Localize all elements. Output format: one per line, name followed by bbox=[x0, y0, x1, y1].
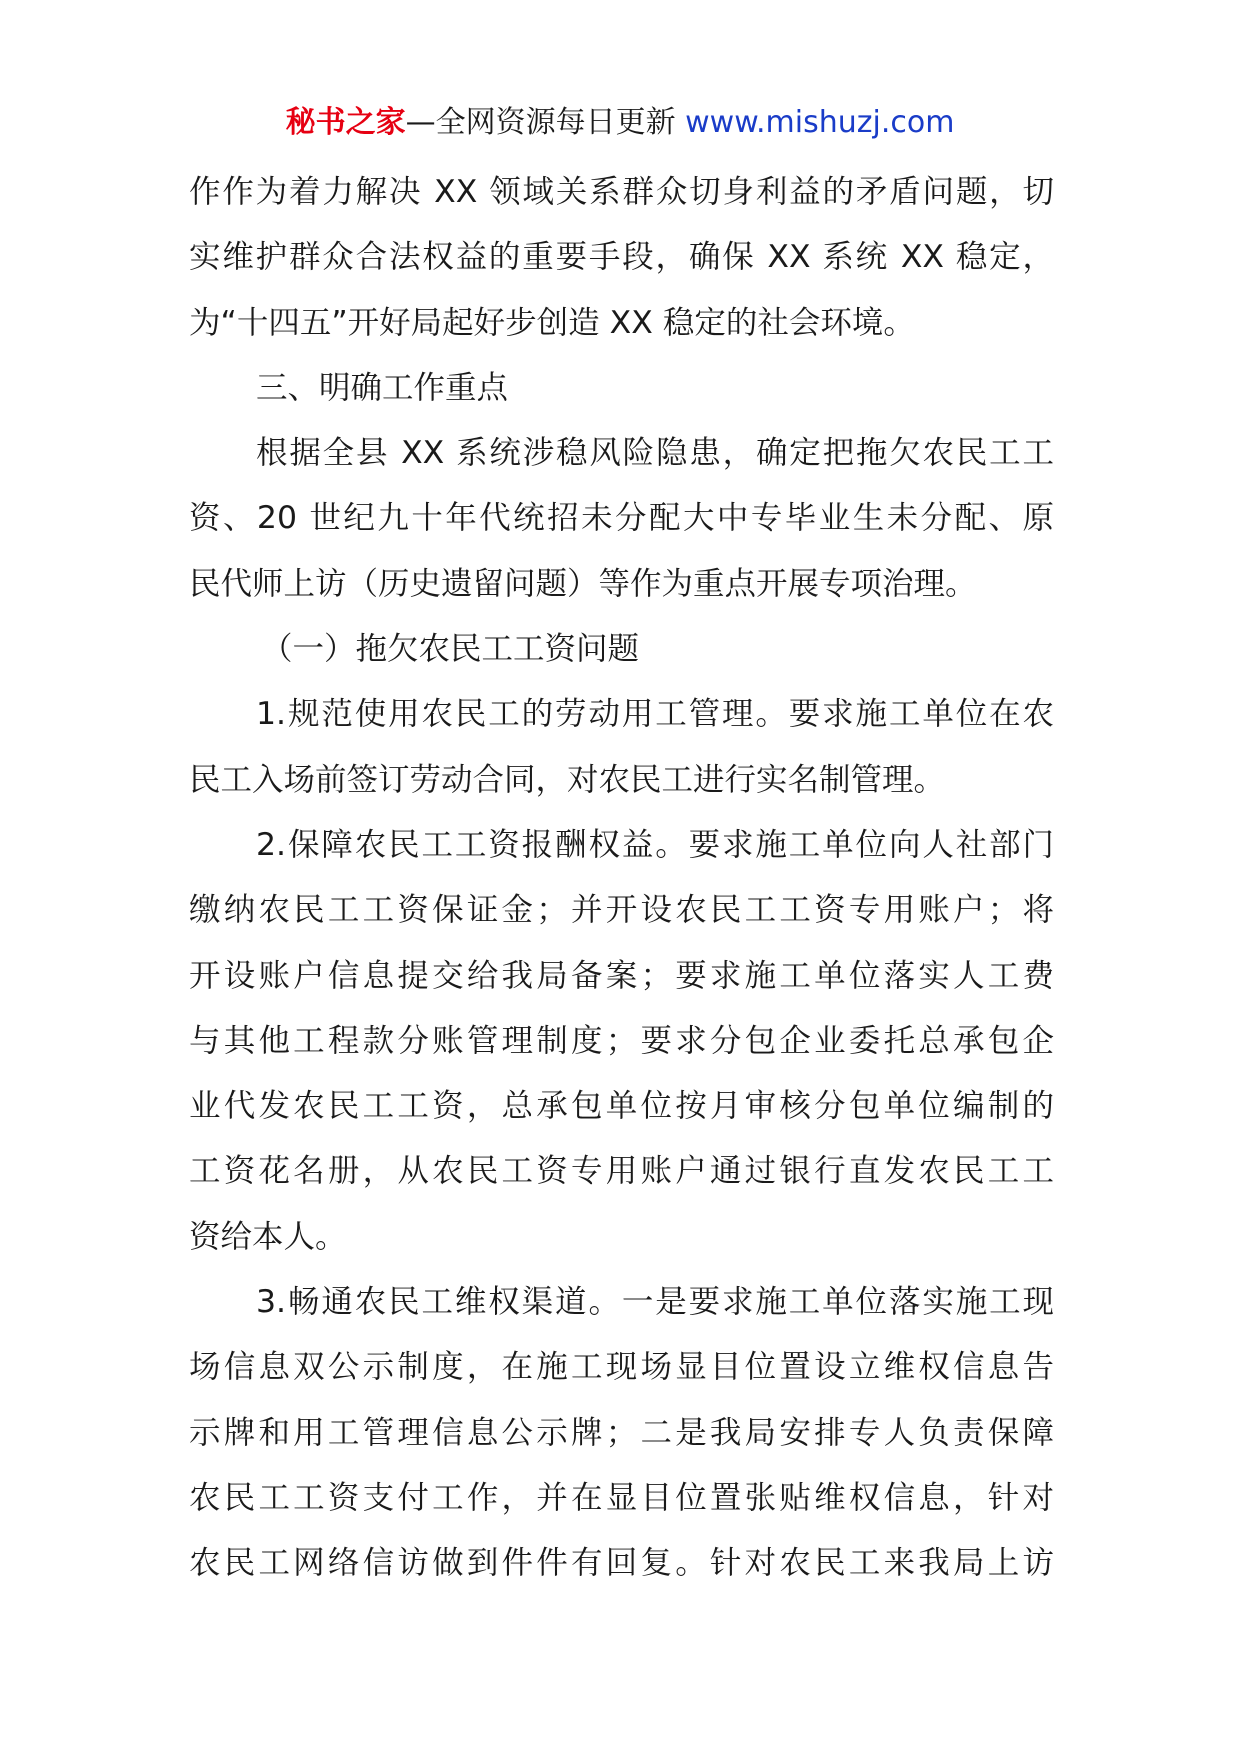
text-line: 实维护群众合法权益的重要手段，确保 XX 系统 XX 稳定， bbox=[189, 239, 1054, 276]
text-line: 示牌和用工管理信息公示牌；二是我局安排专人负责保障 bbox=[189, 1414, 1054, 1451]
text-line: 作作为着力解决 XX 领域关系群众切身利益的矛盾问题，切 bbox=[189, 174, 1054, 210]
text-line: 场信息双公示制度，在施工现场显目位置设立维权信息告 bbox=[189, 1349, 1054, 1386]
text-line: 资给本人。 bbox=[189, 1218, 347, 1255]
text-line: 1.规范使用农民工的劳动用工管理。要求施工单位在农 bbox=[256, 696, 1054, 733]
text-line: 缴纳农民工工资保证金；并开设农民工工资专用账户；将 bbox=[189, 892, 1054, 929]
text-line: 资、20 世纪九十年代统招未分配大中专毕业生未分配、原 bbox=[189, 500, 1054, 537]
text-line: 民代师上访（历史遗留问题）等作为重点开展专项治理。 bbox=[189, 565, 977, 602]
text-line: 农民工网络信访做到件件有回复。针对农民工来我局上访 bbox=[189, 1545, 1054, 1582]
site-slogan: —全网资源每日更新 bbox=[405, 105, 686, 140]
text-line: 根据全县 XX 系统涉稳风险隐患，确定把拖欠农民工工 bbox=[256, 435, 1054, 472]
text-line: 2.保障农民工工资报酬权益。要求施工单位向人社部门 bbox=[256, 826, 1054, 863]
site-brand: 秘书之家 bbox=[285, 105, 406, 140]
text-line: 工资花名册，从农民工资专用账户通过银行直发农民工工 bbox=[189, 1153, 1054, 1190]
document-body bbox=[189, 160, 1054, 1597]
text-line: 与其他工程款分账管理制度；要求分包企业委托总承包企 bbox=[189, 1022, 1054, 1059]
text-line: 业代发农民工工资，总承包单位按月审核分包单位编制的 bbox=[189, 1088, 1054, 1125]
text-line: 3.畅通农民工维权渠道。一是要求施工单位落实施工现 bbox=[256, 1284, 1054, 1321]
subsection-heading: （一）拖欠农民工工资问题 bbox=[261, 631, 640, 668]
site-header bbox=[0, 100, 1240, 146]
text-line: 民工入场前签订劳动合同，对农民工进行实名制管理。 bbox=[189, 761, 946, 798]
site-url[interactable]: www.mishuzj.com bbox=[685, 105, 955, 140]
text-line: 开设账户信息提交给我局备案；要求施工单位落实人工费 bbox=[189, 957, 1054, 994]
section-heading: 三、明确工作重点 bbox=[256, 369, 509, 406]
text-line: 为“十四五”开好局起好步创造 XX 稳定的社会环境。 bbox=[189, 304, 915, 341]
text-line: 农民工工资支付工作，并在显目位置张贴维权信息，针对 bbox=[189, 1479, 1054, 1516]
